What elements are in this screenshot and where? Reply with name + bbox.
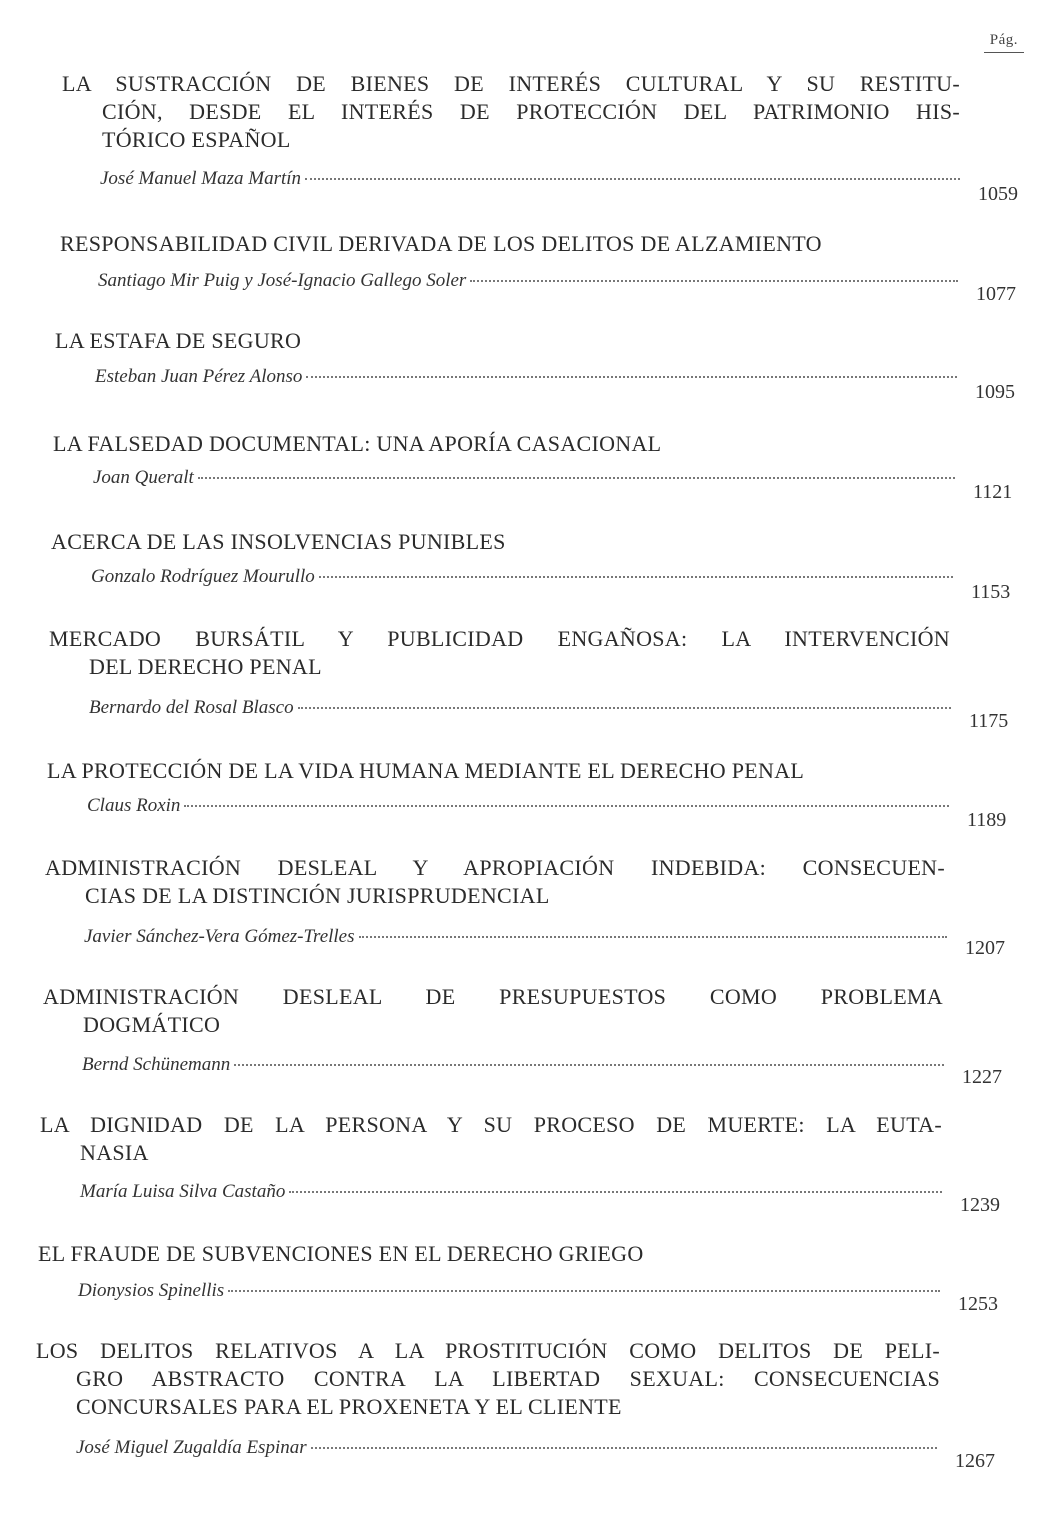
entry-title-line: NASIA — [80, 1140, 149, 1165]
entry-title-line: LA DIGNIDAD DE LA PERSONA Y SU PROCESO DE MUERTE: LA EUTA- — [40, 1112, 942, 1137]
entry-title-line: EL FRAUDE DE SUBVENCIONES EN EL DERECHO GRIEGO — [38, 1241, 644, 1266]
entry-author-row — [89, 697, 969, 723]
entry-title-line: MERCADO BURSÁTIL Y PUBLICIDAD ENGAÑOSA: LA INTERVENCIÓN — [49, 626, 950, 651]
dot-leader — [470, 279, 958, 282]
dot-leader — [298, 706, 951, 709]
entry-author: José Miguel Zugaldía Espinar — [76, 1437, 307, 1458]
entry-author: Javier Sánchez-Vera Gómez-Trelles — [84, 926, 355, 947]
entry-author-row — [87, 795, 967, 821]
entry-author-row — [98, 270, 976, 296]
entry-title-line: ADMINISTRACIÓN DESLEAL DE PRESUPUESTOS COMO PROBLEMA — [43, 984, 943, 1009]
dot-leader — [198, 476, 955, 479]
entry-page-number: 1153 — [971, 581, 1011, 603]
entry-title-line: LA PROTECCIÓN DE LA VIDA HUMANA MEDIANTE EL DERECHO PENAL — [47, 758, 805, 783]
entry-title — [38, 1240, 940, 1268]
entry-author: Bernd Schünemann — [82, 1054, 231, 1075]
entry-page-number: 1253 — [958, 1293, 998, 1315]
entry-title-line: LA FALSEDAD DOCUMENTAL: UNA APORÍA CASACIONAL — [53, 431, 662, 456]
entry-title-line: LA ESTAFA DE SEGURO — [55, 328, 302, 353]
entry-page-number: 1189 — [967, 809, 1007, 831]
dot-leader — [234, 1063, 944, 1066]
entry-page-number: 1059 — [978, 183, 1018, 205]
dot-leader — [319, 575, 953, 578]
entry-title — [40, 1111, 942, 1167]
entry-author: Bernardo del Rosal Blasco — [89, 697, 294, 718]
dot-leader — [228, 1289, 940, 1292]
entry-author: Gonzalo Rodríguez Mourullo — [91, 566, 315, 587]
entry-page-number: 1267 — [955, 1450, 995, 1472]
dot-leader — [359, 935, 947, 938]
entry-author: José Manuel Maza Martín — [100, 168, 302, 189]
entry-title — [36, 1337, 940, 1421]
entry-author-row — [93, 467, 973, 493]
entry-title-line: LA SUSTRACCIÓN DE BIENES DE INTERÉS CULTURAL Y SU RESTITU- — [62, 71, 960, 96]
entry-title-line: DEL DERECHO PENAL — [89, 654, 322, 679]
entry-title — [55, 327, 958, 355]
entry-author: Claus Roxin — [87, 795, 181, 816]
entry-page-number: 1121 — [973, 481, 1013, 503]
entry-author: María Luisa Silva Castaño — [80, 1181, 286, 1202]
entry-title-line: DOGMÁTICO — [83, 1012, 221, 1037]
entry-title — [53, 430, 955, 458]
dot-leader — [184, 804, 949, 807]
entry-author-row — [76, 1437, 955, 1463]
entry-title-line: CIAS DE LA DISTINCIÓN JURISPRUDENCIAL — [85, 883, 550, 908]
dot-leader — [306, 375, 957, 378]
dot-leader — [305, 177, 960, 180]
entry-author: Dionysios Spinellis — [78, 1280, 225, 1301]
entry-title — [62, 70, 960, 154]
entry-author-row — [100, 168, 978, 194]
dot-leader — [311, 1446, 937, 1449]
entry-page-number: 1239 — [960, 1194, 1000, 1216]
entry-title-line: TÓRICO ESPAÑOL — [102, 127, 291, 152]
dot-leader — [289, 1190, 942, 1193]
entry-author-row — [78, 1280, 958, 1306]
entry-title — [45, 854, 945, 910]
entry-author-row — [84, 926, 965, 952]
page-column-header: Pág. — [984, 32, 1024, 53]
entry-author: Esteban Juan Pérez Alonso — [95, 366, 303, 387]
entry-author-row — [80, 1181, 960, 1207]
entry-title-line: CIÓN, DESDE EL INTERÉS DE PROTECCIÓN DEL PATRIMONIO HIS- — [102, 99, 960, 124]
entry-title — [43, 983, 943, 1039]
entry-title — [51, 528, 952, 556]
entry-title-line: RESPONSABILIDAD CIVIL DERIVADA DE LOS DELITOS DE ALZAMIENTO — [60, 231, 822, 256]
entry-title-line: ADMINISTRACIÓN DESLEAL Y APROPIACIÓN INDEBIDA: CONSECUEN- — [45, 855, 945, 880]
entry-page-number: 1227 — [962, 1066, 1002, 1088]
entry-page-number: 1077 — [976, 283, 1016, 305]
entry-page-number: 1175 — [969, 710, 1009, 732]
entry-author: Joan Queralt — [93, 467, 194, 488]
entry-title-line: ACERCA DE LAS INSOLVENCIAS PUNIBLES — [51, 529, 506, 554]
entry-title-line: CONCURSALES PARA EL PROXENETA Y EL CLIENTE — [76, 1394, 622, 1419]
entry-author-row — [82, 1054, 962, 1080]
entry-author: Santiago Mir Puig y José-Ignacio Gallego Soler — [98, 270, 467, 291]
entry-title-line: GRO ABSTRACTO CONTRA LA LIBERTAD SEXUAL: CONSECUENCIAS — [76, 1366, 940, 1391]
entry-title — [60, 230, 958, 258]
entry-author-row — [95, 366, 975, 392]
entry-title — [47, 757, 948, 785]
entry-title — [49, 625, 950, 681]
entry-author-row — [91, 566, 971, 592]
entry-page-number: 1095 — [975, 381, 1015, 403]
entry-page-number: 1207 — [965, 937, 1005, 959]
entry-title-line: LOS DELITOS RELATIVOS A LA PROSTITUCIÓN COMO DELITOS DE PELI- — [36, 1338, 940, 1363]
